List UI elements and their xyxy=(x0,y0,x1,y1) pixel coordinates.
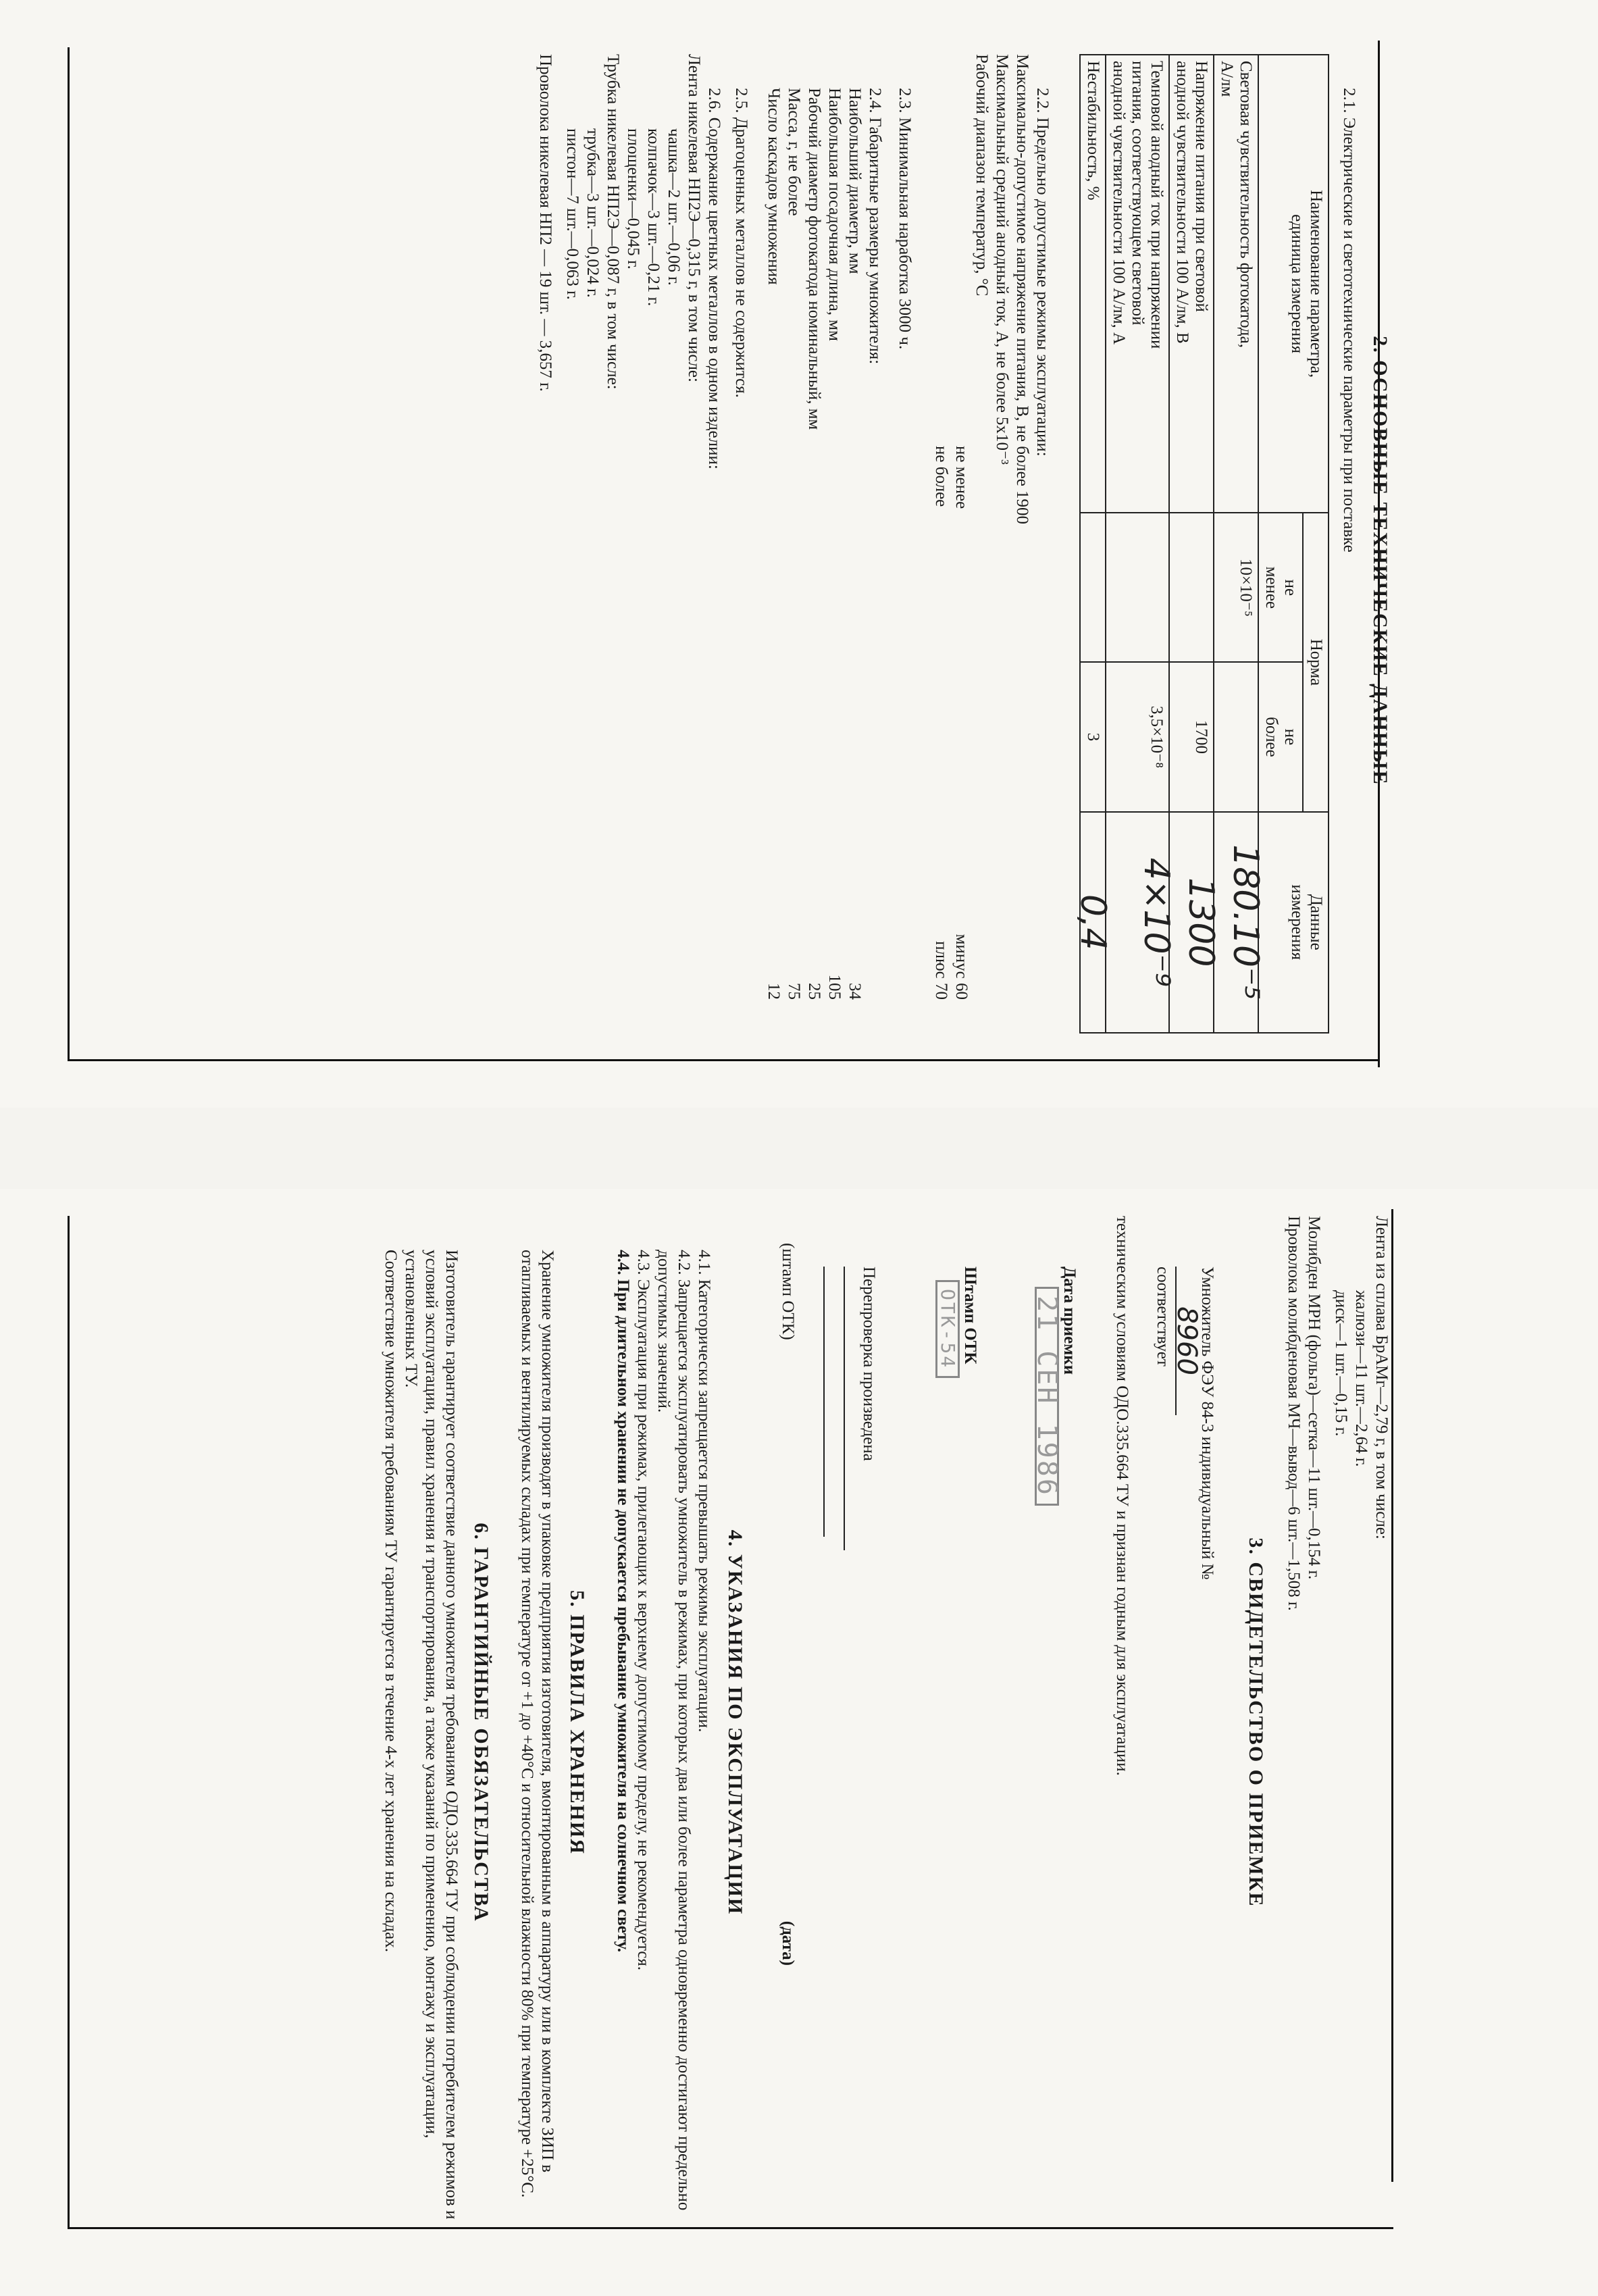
dim-label: Наибольшая посадочная длина, мм xyxy=(825,88,844,341)
s4-item: 4.1. Категорически запрещается превышать режимы эксплуатации. xyxy=(695,1250,713,1733)
s3-text-a: Умножитель ФЭУ 84-3 индивидуальный № xyxy=(1198,1267,1216,1580)
dim-value: 75 xyxy=(785,983,803,1000)
section-5-title: 5. ПРАВИЛА ХРАНЕНИЯ xyxy=(566,1590,588,1855)
recheck-date-blank xyxy=(823,1267,825,1537)
recheck-label: Перепроверка произведена xyxy=(860,1267,878,1461)
s6-text-1: Изготовитель гарантирует соответствие данного умножителя требованиям ОДО.335.664 ТУ при соблюдении потребителем режимов и условий эксплуатации, правил хранения и транспортирования, а также указаний по применению, монтажу и эксплуатации, установленных ТУ. xyxy=(402,1250,461,2224)
metal-line: Лента из сплава БрАМг—2,79 г, в том числе: xyxy=(1372,1216,1391,1539)
metal-line: жалюзи—11 шт.—2,64 г. xyxy=(1352,1290,1370,1467)
row-max: 3 xyxy=(1080,662,1106,811)
s3-text-b: соответствует xyxy=(1154,1267,1172,1367)
dim-label: Число каскадов умножения xyxy=(765,88,783,285)
row-measured: 0,4 xyxy=(1080,812,1106,1033)
bottom-right-border xyxy=(1391,1209,1393,2182)
row-name: Напряжение питания при световой анодной чувствительности 100 А/лм, В xyxy=(1169,55,1214,513)
metal-line: трубка—3 шт.—0,024 г. xyxy=(584,128,602,298)
s4-item: 4.2. Запрещается эксплуатировать умножитель в режимах, при которых два или более параметра одновременно достигают предельно допустимых значений. xyxy=(654,1250,693,2215)
temp-max-label: не более xyxy=(932,446,950,507)
s6-text-2: Соответствие умножителя требованиям ТУ гарантируется в течение 4-х лет хранения на складах. xyxy=(382,1250,400,1952)
metal-line: колпачок—3 шт.—0,21 г. xyxy=(644,128,663,307)
section-4-title: 4. УКАЗАНИЯ ПО ЭКСПЛУАТАЦИИ xyxy=(724,1529,746,1916)
dim-label: Наибольший диаметр, мм xyxy=(846,88,864,274)
s4-item: 4.4. При длительном хранении не допускается пребывание умножителя на солнечном свету. xyxy=(614,1250,632,1953)
row-max: 1700 xyxy=(1169,662,1214,811)
s5-text: Хранение умножителя производят в упаковке предприятия изготовителя, вмонтированным в аппаратуру или в комплекте ЗИП в отапливаемых и вентилируемых складах при температуре от +1 до +40°С и относительной влажности 80% при температуре +25°С. xyxy=(518,1250,557,2198)
th-norm: Норма xyxy=(1303,513,1329,811)
metal-line: Трубка никелевая НП2Э—0,087 г, в том числе: xyxy=(604,54,622,390)
metal-line: Проволока молибденовая МЧ—вывод—6 шт.—1,508 г. xyxy=(1285,1216,1303,1611)
metal-line: Проволока никелевая НП2 — 19 шт. — 3,657 г. xyxy=(536,54,555,392)
spec-table xyxy=(1073,54,1329,1034)
row-min: 10×10⁻⁵ xyxy=(1214,513,1258,662)
date-stamp: 21 СЕН 1986 xyxy=(1035,1287,1059,1506)
row-min xyxy=(1169,513,1214,662)
p-2-3: 2.3. Минимальная наработка 3000 ч. xyxy=(896,88,914,350)
temp-min-label: не менее xyxy=(952,446,971,509)
s3-text-c: техническим условиям ОДО.335.664 ТУ и признан годным для эксплуатации. xyxy=(1113,1216,1131,1776)
table-row xyxy=(1106,55,1169,1033)
row-min xyxy=(1080,513,1106,662)
p-2-2-line-1: Максимально-допустимое напряжение питания, В, не более 1900 xyxy=(1013,54,1031,525)
date-caption: (дата) xyxy=(779,1920,797,1966)
otk-label: Штамп ОТК xyxy=(961,1267,979,1364)
row-measured: 1300 xyxy=(1169,812,1214,1033)
dim-value: 34 xyxy=(846,983,864,1000)
metal-line: Молибден МРН (фольга)—сетка—11 шт.—0,154 г. xyxy=(1305,1216,1323,1580)
temp-min-value: минус 60 xyxy=(952,934,971,1000)
p-2-1: 2.1. Электрические и светотехнические параметры при поставке xyxy=(1340,88,1358,553)
row-measured: 4×10⁻⁹ xyxy=(1106,812,1169,1033)
row-min xyxy=(1106,513,1169,662)
section-6-title: 6. ГАРАНТИЙНЫЕ ОБЯЗАТЕЛЬСТВА xyxy=(470,1523,492,1922)
section-2-title: 2. ОСНОВНЫЕ ТЕХНИЧЕСКИЕ ДАННЫЕ xyxy=(1369,336,1391,786)
recheck-blank xyxy=(844,1267,845,1550)
row-name: Световая чувствительность фотокатода, А/лм xyxy=(1214,55,1258,513)
table-row xyxy=(1080,55,1106,1033)
metal-line: чашка—2 шт.—0,06 г. xyxy=(665,128,683,286)
p-2-6: 2.6. Содержание цветных металлов в одном изделии: xyxy=(705,88,723,469)
dim-label: Масса, г, не более xyxy=(785,88,803,216)
p-2-2-line-2: Максимальный средний анодный ток, А, не более 5х10⁻³ xyxy=(993,54,1011,465)
dim-value: 105 xyxy=(825,974,844,1000)
row-name: Нестабильность, % xyxy=(1080,55,1106,513)
row-name: Темновой анодный ток при напряжении питания, соответствующем световой анодной чувствительности 100 А/лм, А xyxy=(1106,55,1169,513)
date-label: Дата приемки xyxy=(1060,1267,1079,1375)
metal-line: Лента никелевая НП2Э—0,315 г, в том числе: xyxy=(685,54,703,382)
metal-line: диск—1 шт.—0,15 г. xyxy=(1332,1290,1350,1437)
section-3-title: 3. СВИДЕТЕЛЬСТВО О ПРИЕМКЕ xyxy=(1245,1537,1267,1908)
row-measured: 180.10⁻⁵ xyxy=(1214,812,1258,1033)
p-2-2-line-3: Рабочий диапазон температур, °С xyxy=(973,54,991,297)
otk-caption: (штамп ОТК) xyxy=(779,1243,797,1340)
p-2-2: 2.2. Предельно допустимые режимы эксплуатации: xyxy=(1033,88,1052,457)
p-2-4: 2.4. Габаритные размеры умножителя: xyxy=(866,88,884,365)
otk-stamp: ОТК-54 xyxy=(935,1280,960,1378)
th-measured: Данные измерения xyxy=(1258,812,1329,1033)
temp-max-value: плюс 70 xyxy=(932,941,950,1000)
serial-number: 8960 xyxy=(1175,1267,1197,1415)
p-2-5: 2.5. Драгоценных металлов не содержится. xyxy=(732,88,750,398)
top-content xyxy=(68,54,1391,1067)
bottom-content xyxy=(68,1216,1391,2229)
row-max xyxy=(1214,662,1258,811)
metal-line: пистон—7 шт.—0,063 г. xyxy=(563,128,582,300)
th-name: Наименование параметра, единица измерения xyxy=(1258,55,1329,513)
row-max: 3,5×10⁻⁸ xyxy=(1106,662,1169,811)
dim-value: 12 xyxy=(765,983,783,1000)
dim-label: Рабочий диаметр фотокатода номинальный, мм xyxy=(805,88,823,430)
th-max: не более xyxy=(1258,662,1303,811)
metal-line: площенки—0,045 г. xyxy=(624,128,642,270)
s4-item: 4.3. Эксплуатация при режимах, прилегающих к верхнему допустимому пределу, не рекомендуется. xyxy=(634,1250,652,1971)
th-min: не менее xyxy=(1258,513,1303,662)
dim-value: 25 xyxy=(805,983,823,1000)
